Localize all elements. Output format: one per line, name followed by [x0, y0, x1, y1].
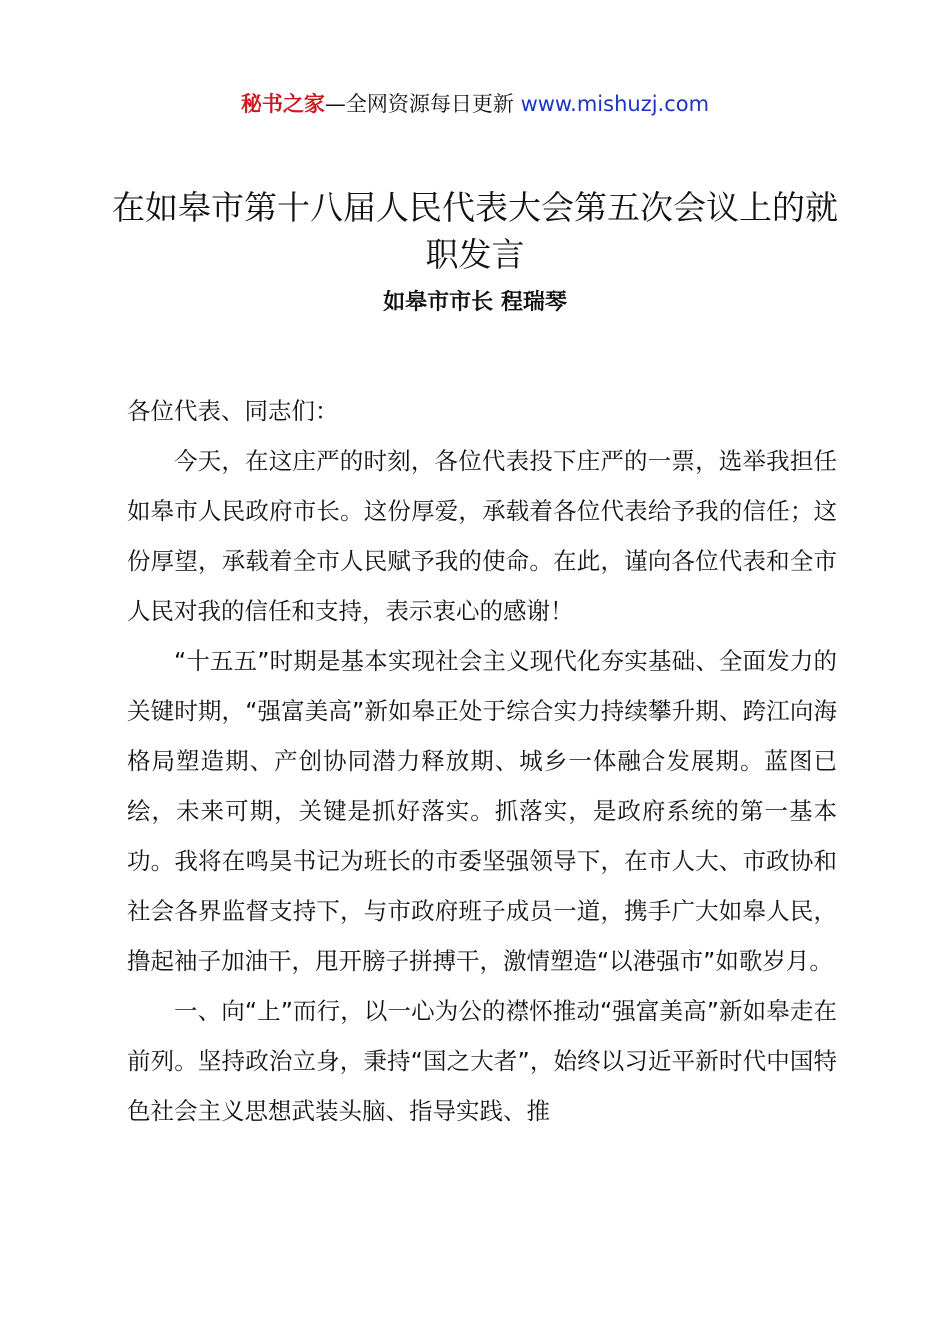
site-url-link[interactable]: www.mishuzj.com — [520, 92, 710, 116]
site-header — [0, 88, 950, 120]
document-title: 在如皋市第十八届人民代表大会第五次会议上的就职发言 — [112, 188, 838, 274]
document-author: 如皋市市长 程瑞琴 — [383, 290, 567, 315]
header-tagline: —全网资源每日更新 — [324, 92, 514, 116]
paragraph: 一、向“上”而行，以一心为公的襟怀推动“强富美高”新如皋走在前列。坚持政治立身，秉持“国之大者”，始终以习近平新时代中国特色社会主义思想武装头脑、指导实践、推 — [127, 997, 837, 1125]
paragraph: 今天，在这庄严的时刻，各位代表投下庄严的一票，选举我担任如皋市人民政府市长。这份厚爱，承载着各位代表给予我的信任；这份厚望，承载着全市人民赋予我的使命。在此，谨向各位代表和全市人民对我的信任和支持，表示衷心的感谢！ — [127, 447, 837, 625]
paragraph: “十五五”时期是基本实现社会主义现代化夯实基础、全面发力的关键时期，“强富美高”新如皋正处于综合实力持续攀升期、跨江向海格局塑造期、产创协同潜力释放期、城乡一体融合发展期。蓝图已绘，未来可期，关键是抓好落实。抓落实，是政府系统的第一基本功。我将在鸣昊书记为班长的市委坚强领导下，在市人大、市政协和社会各界监督支持下，与市政府班子成员一道，携手广大如皋人民，撸起袖子加油干，甩开膀子拼搏干，激情塑造“以港强市”如歌岁月。 — [127, 647, 837, 975]
salutation: 各位代表、同志们： — [127, 397, 339, 425]
document-body — [127, 386, 837, 1136]
brand-name: 秘书之家 — [240, 92, 325, 116]
